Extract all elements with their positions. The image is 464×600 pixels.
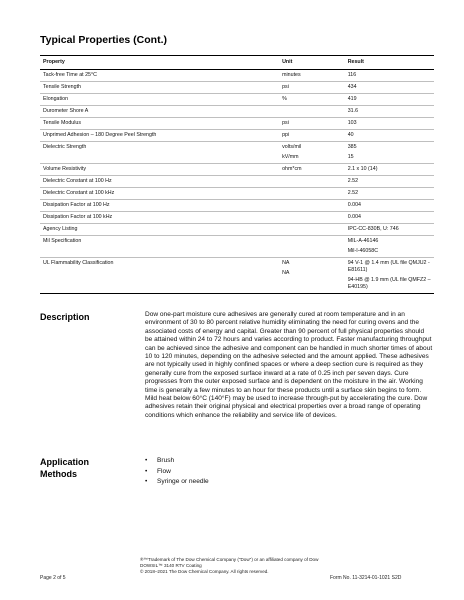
- result-cell: [345, 258, 434, 294]
- result-cell: [345, 176, 434, 188]
- table-row: [40, 70, 434, 82]
- table-row: [40, 82, 434, 94]
- method-label: Brush: [157, 457, 175, 464]
- result-value: 31.6: [347, 108, 359, 114]
- property-cell: Agency Listing: [40, 224, 279, 236]
- application-methods-list: [145, 456, 209, 488]
- unit-cell: [279, 82, 345, 94]
- table-row: [40, 236, 434, 258]
- column-header-result: Result: [345, 56, 434, 70]
- section-heading-typical-properties: Typical Properties (Cont.): [40, 34, 167, 46]
- table-row: [40, 224, 434, 236]
- unit-value: NA: [282, 260, 290, 266]
- table-row: [40, 212, 434, 224]
- result-value: 419: [347, 96, 357, 102]
- result-value: 2.52: [347, 178, 359, 184]
- table-row: [40, 142, 434, 164]
- unit-cell: [279, 188, 345, 200]
- unit-value: ohm*cm: [282, 166, 302, 172]
- bullet-icon: •: [145, 478, 148, 486]
- table-row: [40, 258, 434, 294]
- unit-value: NA: [282, 270, 290, 276]
- unit-cell: [279, 118, 345, 130]
- result-cell: [345, 82, 434, 94]
- list-item: [145, 456, 209, 467]
- property-cell: UL Flammability Classification: [40, 258, 279, 294]
- unit-cell: [279, 258, 345, 294]
- result-cell: [345, 164, 434, 176]
- result-cell: [345, 236, 434, 258]
- property-cell: Volume Resistivity: [40, 164, 279, 176]
- method-label: Flow: [157, 467, 171, 475]
- method-label: Syringe or needle: [157, 478, 209, 486]
- property-cell: Dissipation Factor at 100 Hz: [40, 200, 279, 212]
- result-value: 2.52: [347, 190, 359, 196]
- result-value: 2.1 x 10 (14): [347, 166, 378, 172]
- result-value: 0.004: [347, 214, 361, 220]
- list-item: [145, 467, 209, 478]
- result-value: 94-HB @ 1.9 mm (UL file QMFZ2 – E40195): [347, 277, 431, 290]
- property-cell: Durometer Shore A: [40, 106, 279, 118]
- column-header-unit: Unit: [279, 56, 345, 70]
- footer-trademark: ®™Trademark of The Dow Chemical Company ("Dow") or an affiliated company of Dow: [140, 557, 319, 562]
- unit-cell: [279, 130, 345, 142]
- property-cell: Unprimed Adhesion – 180 Degree Peel Strength: [40, 130, 279, 142]
- application-methods-title: [40, 456, 89, 480]
- result-cell: [345, 224, 434, 236]
- result-value: IPC-CC-830B, U: 746: [347, 226, 399, 232]
- property-cell: Dissipation Factor at 100 kHz: [40, 212, 279, 224]
- unit-cell: [279, 106, 345, 118]
- application-title-line1: Application: [40, 457, 89, 467]
- property-cell: Tensile Strength: [40, 82, 279, 94]
- unit-cell: [279, 212, 345, 224]
- unit-cell: [279, 142, 345, 164]
- result-cell: [345, 118, 434, 130]
- unit-value: volts/mil: [282, 144, 302, 150]
- property-cell: Dielectric Constant at 100 kHz: [40, 188, 279, 200]
- result-value: Mil-I-46058C: [347, 248, 379, 254]
- result-value: 103: [347, 120, 357, 126]
- result-cell: [345, 106, 434, 118]
- property-cell: Tensile Modulus: [40, 118, 279, 130]
- unit-cell: [279, 224, 345, 236]
- table-row: [40, 94, 434, 106]
- table-row: [40, 176, 434, 188]
- unit-value: ppi: [282, 132, 290, 138]
- property-cell: Dielectric Strength: [40, 142, 279, 164]
- footer-product: DOWSIL™ 3140 RTV Coating: [140, 563, 202, 569]
- table-row: [40, 188, 434, 200]
- property-cell: Tack-free Time at 25°C: [40, 70, 279, 82]
- column-header-property: Property: [40, 56, 279, 70]
- result-cell: [345, 188, 434, 200]
- result-value: 385: [347, 144, 357, 150]
- unit-cell: [279, 70, 345, 82]
- application-title-line2: Methods: [40, 469, 77, 479]
- footer-notice: [140, 557, 360, 575]
- properties-table-body: [40, 70, 434, 294]
- table-row: [40, 200, 434, 212]
- unit-cell: [279, 164, 345, 176]
- result-value: 40: [347, 132, 354, 138]
- result-cell: [345, 200, 434, 212]
- description-text: Dow one-part moisture cure adhesives are generally cured at room temperature and in an environment of 30 to 80 percent relative humidity eliminating the need for curing ovens and the associated costs of energy and capital. Greater than 90 percent of full physical properties should be attained within 24 to 72 hours and varies according to product. Faster manufacturing throughput can be achieved since the adhesive and component can be handled in much shorter times of about 10 to 120 minutes, depending on the adhesive selected and the amount applied. These adhesives are not typically used in highly confined spaces or where a deep section cure is required as they generally cure from the exposed surface inward at a rate of 0.25 inch per seven days. Cure progresses from the outer exposed surface and is dependent on the moisture in the air. Working time is generally a few minutes to an hour for these products until a surface skin begins to form. Mild heat below 60°C (140°F) may be used to increase through-put by accelerating the cure. Dow adhesives retain their original physical and electrical properties over a broad range of operating conditions which enhance the reliability and service life of devices.: [145, 311, 433, 419]
- property-cell: Mil Specification: [40, 236, 279, 258]
- unit-value: %: [282, 96, 287, 102]
- bullet-icon: •: [145, 467, 148, 475]
- result-value: 94 V-1 @ 1.4 mm (UL file QMJU2 - E81611): [347, 260, 430, 273]
- result-cell: [345, 94, 434, 106]
- unit-value: minutes: [282, 72, 301, 78]
- result-cell: [345, 70, 434, 82]
- unit-cell: [279, 176, 345, 188]
- footer-form-number: Form No. 11-3214-01-1021 S2D: [330, 575, 402, 581]
- result-value: MIL-A-46146: [347, 238, 379, 244]
- unit-value: psi: [282, 84, 289, 90]
- table-row: [40, 106, 434, 118]
- footer-copyright: © 2018–2021 The Dow Chemical Company. All rights reserved.: [140, 569, 269, 575]
- list-item: [145, 477, 209, 488]
- property-cell: Elongation: [40, 94, 279, 106]
- unit-cell: [279, 236, 345, 258]
- description-title: Description: [40, 312, 90, 322]
- properties-table: [40, 55, 434, 294]
- table-header-row: [40, 56, 434, 70]
- table-row: [40, 130, 434, 142]
- unit-cell: [279, 94, 345, 106]
- result-value: 15: [347, 154, 354, 160]
- result-value: 116: [347, 72, 357, 78]
- unit-cell: [279, 200, 345, 212]
- unit-value: psi: [282, 120, 289, 126]
- result-cell: [345, 212, 434, 224]
- result-value: 0.004: [347, 202, 361, 208]
- property-cell: Dielectric Constant at 100 Hz: [40, 176, 279, 188]
- table-row: [40, 118, 434, 130]
- result-cell: [345, 142, 434, 164]
- footer-page-number: Page 2 of 5: [40, 575, 66, 581]
- table-row: [40, 164, 434, 176]
- unit-value: kV/mm: [282, 154, 299, 160]
- result-cell: [345, 130, 434, 142]
- result-value: 434: [347, 84, 357, 90]
- bullet-icon: •: [145, 457, 148, 464]
